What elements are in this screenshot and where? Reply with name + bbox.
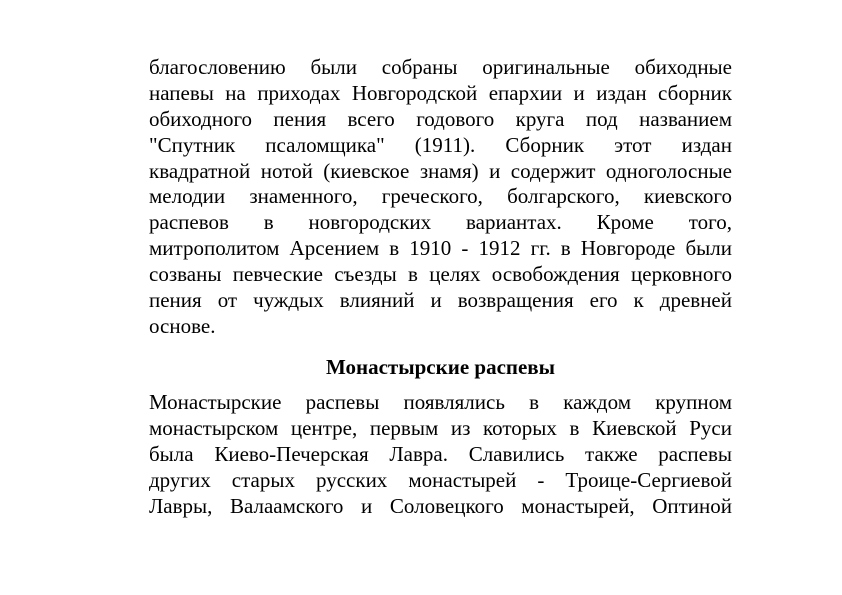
paragraph-line: квадратной нотой (киевское знамя) и содержит одноголосные bbox=[149, 158, 732, 183]
paragraph-line: других старых русских монастырей - Троице-Сергиевой bbox=[149, 467, 732, 492]
paragraph-line: обиходного пения всего годового круга под названием bbox=[149, 106, 732, 131]
paragraph-line: благословению были собраны оригинальные обиходные bbox=[149, 55, 732, 79]
paragraph-line: монастырском центре, первым из которых в Киевской Руси bbox=[149, 415, 732, 440]
paragraph-line: пения от чуждых влияний и возвращения его к древней bbox=[149, 288, 732, 313]
paragraph-line: "Спутник псаломщика" (1911). Сборник этот издан bbox=[149, 132, 732, 157]
paragraph-line: митрополитом Арсением в 1910 - 1912 гг. в Новгороде были bbox=[149, 236, 732, 261]
section-heading: Монастырские распевы bbox=[325, 355, 556, 379]
paragraph-line: Монастырские распевы появлялись в каждом крупном bbox=[149, 390, 732, 414]
paragraph-line: была Киево-Печерская Лавра. Славились также распевы bbox=[149, 441, 732, 466]
paragraph-2 bbox=[149, 390, 732, 519]
paragraph-line: Лавры, Валаамского и Соловецкого монастырей, Оптиной bbox=[149, 493, 732, 518]
paragraph-line: напевы на приходах Новгородской епархии и издан сборник bbox=[149, 80, 732, 105]
paragraph-line: основе. bbox=[149, 313, 216, 338]
paragraph-line: мелодии знаменного, греческого, болгарского, киевского bbox=[149, 184, 732, 209]
paragraph-line: распевов в новгородских вариантах. Кроме того, bbox=[149, 210, 732, 235]
paragraph-1 bbox=[149, 55, 732, 340]
paragraph-line: созваны певческие съезды в целях освобождения церковного bbox=[149, 262, 732, 287]
